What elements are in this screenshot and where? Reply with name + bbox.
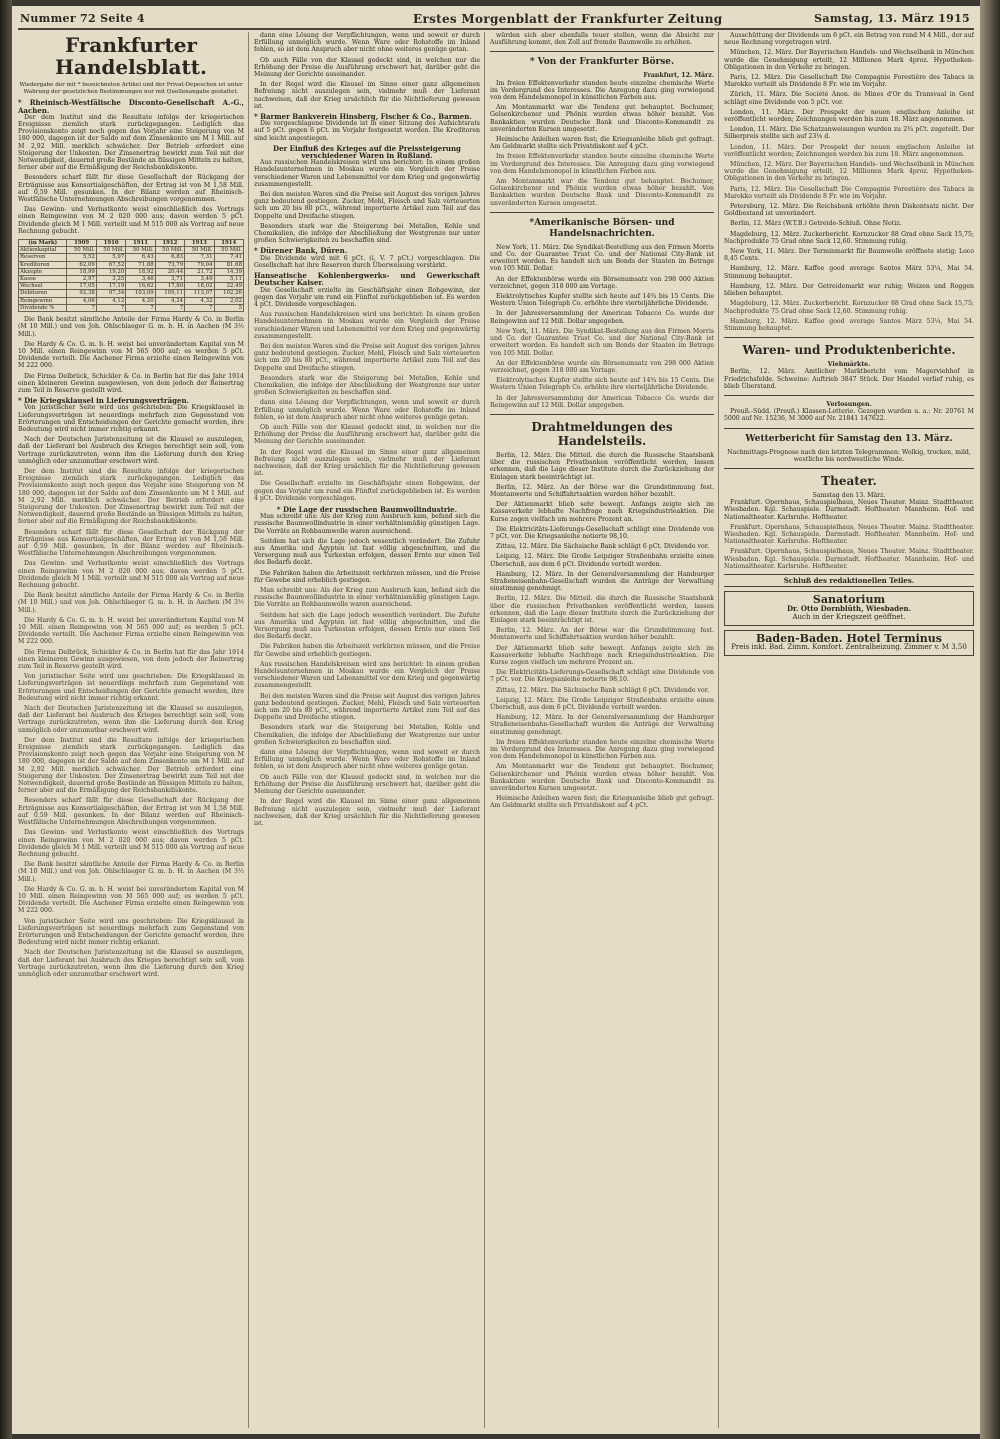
section-divider [724, 337, 974, 338]
issue-number: Nummer 72 Seite 4 [20, 12, 145, 25]
table-row [19, 297, 244, 304]
article-paragraph: New York, 11. März. Die Syndikat-Bestellung aus den Firmen Morris und Co. der Guarantee Trust Co. und der National City-Bank ist erweitert worden. Es handelt sich um Bonds der Staaten im Betrage von 105 Mill. Dollar. [490, 243, 714, 273]
article-paragraph: Im freien Effektenverkehr standen heute einzelne chemische Werte im Vordergrund des Interesses. Die Anregung dazu ging vorwiegend von dem Handelsmonopol in künstlichen Farben aus. [490, 79, 714, 102]
table-row [19, 254, 244, 261]
article-paragraph: New York, 11. März. Die Syndikat-Bestellung aus den Firmen Morris und Co. der Guarantee Trust Co. und der National City-Bank ist erweitert worden. Es handelt sich um Bonds der Staaten im Betrage von 105 Mill. Dollar. [490, 327, 714, 357]
balance-table [18, 239, 244, 312]
table-cell: 7 [126, 304, 155, 311]
newspaper-page [12, 6, 980, 1434]
ad-title: Baden-Baden. Hotel Terminus [756, 632, 942, 646]
article-paragraph: Die Firma Delbrück, Schickler & Co. in Berlin hat für das Jahr 1914 einen kleineren Gewinn ausgewiesen, von dem jedoch der Reinertrag zum Teil in Reserve gestellt wird. [18, 648, 244, 671]
article-paragraph: Die Bank besitzt sämtliche Anteile der Firma Hardy & Co. in Berlin (M 10 Mill.) und von Joh. Ohlschlaeger G. m. b. H. in Aachen (M 3½ Mill.). [18, 592, 244, 614]
article-paragraph: Besonders scharf fällt für diese Gesellschaft der Rückgang der Erträgnisse aus Konsortialgeschäften, der Ertrag ist von M 1,58 Mill. auf 0,59 Mill. gesunken. In der Bilanz werden auf Rheinisch-Westfälische Unternehmungen Abschreibungen vorgenommen. [18, 528, 244, 558]
article-heading: * Dürener Bank, Düren. [254, 246, 348, 256]
article-paragraph: Ausschüttung der Dividende um 6 pCt. ein Betrag von rund M 4 Mill., der auf neue Rechnung vorgetragen wird. [724, 32, 974, 47]
section-title: Frankfurter Handelsblatt. [55, 33, 207, 79]
article-paragraph: dann eine Lösung der Verpflichtungen, wenn und soweit er durch Erfüllung unmöglich wurde. Wenn Ware oder Rohstoffe im Inland fehlen, so ist dem Anspruch aber nicht ohne weiteres genüge getan. [254, 399, 480, 421]
section-divider [490, 414, 714, 415]
masthead [18, 8, 974, 30]
article-heading: * Rheinisch-Westfälische Disconto-Gesellschaft A.-G., Aachen. [18, 98, 244, 115]
ad-subtext: Auch in der Kriegszeit geöffnet. [792, 613, 906, 622]
column-rule [248, 32, 249, 1428]
news-item: London, 11. März. Der Prospekt der neuen englischen Anleihe ist veröffentlicht worden; Zeichnungen werden bis zum 18. März angenommen. [724, 143, 974, 158]
article-paragraph: Berlin, 12. März. Amtlicher Marktbericht vom Magerviehhof in Friedrichsfelde. Schweine: Auftrieb 3847 Stück. Der Handel verlief ruhig, es blieb Überstand. [724, 368, 974, 390]
table-cell: 109,11 [155, 290, 184, 297]
article-paragraph: Die Hardy & Co. G. m. b. H. weist bei unverändertem Kapital von M 10 Mill. einen Reingewinn von M 565 000 auf; es werden 5 pCt. Dividende verteilt. Die Aachener Firma erzielte einen Reingewinn von M 222 000. [18, 616, 244, 646]
table-header-row [19, 240, 244, 247]
article-paragraph: In der Jahresversammlung der American Tobacco Co. wurde der Reingewinn auf 12 Mill. Dollar angegeben. [490, 310, 714, 325]
book-binding [0, 0, 12, 1439]
theater-listing: Frankfurt. Opernhaus, Schauspielhaus, Neues Theater. Mainz. Stadttheater. Wiesbaden. Kgl. Schauspiele. Darmstadt. Hoftheater. Mannheim. Hof- und Nationaltheater. Karlsruhe. Hoftheater. [724, 548, 974, 570]
article-paragraph: Bei den meisten Waren sind die Preise seit August des vorigen Jahres ganz bedeutend gestiegen. Zucker, Mehl, Fleisch und Salz verteuerten sich um 20 bis 80 pCt., während importierte Artikel zum Teil auf das Doppelte und Dreifache stiegen. [254, 692, 480, 722]
article-paragraph: Das Gewinn- und Verlustkonto weist einschließlich des Vortrags einen Reingewinn von M 2 020 000 aus; davon werden 5 pCt. Dividende gleich M 1 Mill. verteilt und M 515 000 als Vortrag auf neue Rechnung gebucht. [18, 560, 244, 589]
table-cell: 14,39 [214, 268, 243, 275]
table-row [19, 247, 244, 254]
table-cell: 79,04 [185, 261, 214, 268]
article-paragraph: Nach der Deutschen Juristenzeitung ist die Klausel so auszulegen, daß der Lieferant bei Ausbruch des Krieges berechtigt sein soll, vom Vertrage zurückzutreten, wenn ihm die Lieferung durch den Krieg unmöglich oder unzumutbar erschwert wird. [18, 436, 244, 465]
table-cell: 3,71 [155, 276, 184, 283]
article-paragraph: Heimische Anleihen waren fest; die Kriegsanleihe blieb gut gefragt. Am Geldmarkt stellte sich Privatdiskont auf 4 pCt. [490, 795, 714, 810]
article-paragraph: Am Montanmarkt war die Tendenz gut behauptet. Bochumer, Gelsenkirchener und Phönix wurden etwas höher bezahlt. Von Bankaktien wurden Deutsche Bank und Disconto-Kommandit zu unveränderten Kursen umgesetzt. [490, 763, 714, 793]
article-paragraph: Leipzig, 12. März. Die Große Leipziger Straßenbahn erzielte einen Überschuß, aus dem 6 pCt. Dividende verteilt werden. [490, 696, 714, 712]
table-cell: 5,97 [96, 254, 125, 261]
article-paragraph: Die Bank besitzt sämtliche Anteile der Firma Hardy & Co. in Berlin (M 10 Mill.) und von Joh. Ohlschlaeger G. m. b. H. in Aachen (M 3½ Mill.). [18, 316, 244, 338]
article-paragraph: In der Regel wird die Klausel im Sinne einer ganz allgemeinen Befreiung nicht auszulegen sein, vielmehr muß der Lieferant nachweisen, daß der Krieg ursächlich für die Nichtlieferung gewesen ist. [254, 448, 480, 478]
article-paragraph: Besonders stark war die Steigerung bei Metallen, Kohle und Chemikalien, die infolge der Abschließung der Westgrenze nur unter großen Schwierigkeiten zu beschaffen sind. [254, 222, 480, 245]
weather-title: Wetterbericht für Samstag den 13. März. [745, 433, 953, 444]
article-paragraph: Preuß.-Südd. (Preuß.) Klassen-Lotterie. Gezogen wurden u. a.: Nr. 20761 M 5000 auf Nr. 15236, M 3000 auf Nr. 21841 147622. [724, 408, 974, 423]
advertisement-hotel [724, 630, 974, 656]
table-cell: Akzepte [19, 268, 67, 275]
article-paragraph: Aus russischen Handelskreisen wird uns berichtet: In einem großen Handelsunternehmen in Moskau wurde ein Vergleich der Preise verschiedener Waren und Lebensmittel vor dem Krieg und gegenwärtig zusammengestellt. [254, 660, 480, 690]
table-cell: 50 Mill. [67, 247, 96, 254]
table-cell: 50 Mill. [214, 247, 243, 254]
table-cell: 73,79 [155, 261, 184, 268]
table-header-cell: 1914 [214, 240, 243, 247]
theater-listing: Frankfurt. Opernhaus, Schauspielhaus, Neues Theater. Mainz. Stadttheater. Wiesbaden. Kgl. Schauspiele. Darmstadt. Hoftheater. Mannheim. Hof- und Nationaltheater. Karlsruhe. Hoftheater. [724, 499, 974, 521]
table-cell: 19,20 [96, 268, 125, 275]
column-4 [724, 32, 974, 1428]
article-paragraph: Im freien Effektenverkehr standen heute einzelne chemische Werte im Vordergrund des Interesses. Die Anregung dazu ging vorwiegend von dem Handelsmonopol in künstlichen Farben aus. [490, 738, 714, 761]
article-paragraph: Ob auch Fälle von der Klausel gedeckt sind, in welchen nur die Erhöhung der Preise die Ausführung erschwert hat, darüber geht die Meinung der Gerichte auseinander. [254, 773, 480, 796]
section-divider [490, 212, 714, 213]
table-row [19, 268, 244, 275]
issue-date: Samstag, 13. März 1915 [814, 12, 970, 25]
article-paragraph: Aus russischen Handelskreisen wird uns berichtet: In einem großen Handelsunternehmen in Moskau wurde ein Vergleich der Preise verschiedener Waren und Lebensmittel vor dem Krieg und gegenwärtig zusammengestellt. [254, 311, 480, 340]
table-cell: Wechsel [19, 283, 67, 290]
article-paragraph: Heimische Anleihen waren fest; die Kriegsanleihe blieb gut gefragt. Am Geldmarkt stellte sich Privatdiskont auf 4 pCt. [490, 136, 714, 151]
table-cell: 92,38 [67, 290, 96, 297]
table-cell: 4,24 [155, 297, 184, 304]
table-cell: 97,34 [96, 290, 125, 297]
table-cell: 7,41 [214, 254, 243, 261]
theater-listing: Frankfurt. Opernhaus, Schauspielhaus, Neues Theater. Mainz. Stadttheater. Wiesbaden. Kgl. Schauspiele. Darmstadt. Hoftheater. Mannheim. Hof- und Nationaltheater. Karlsruhe. Hoftheater. [724, 523, 974, 546]
column-rule [718, 32, 719, 1428]
news-item: Paris, 12. März. Die Gesellschaft Die Compagnie Forestière des Tabacs in Marokko verteilt als Dividende 8 Fr. wie im Vorjahr. [724, 185, 974, 200]
article-paragraph: Bei den meisten Waren sind die Preise seit August des vorigen Jahres ganz bedeutend gestiegen. Zucker, Mehl, Fleisch und Salz verteuerten sich um 20 bis 80 pCt., während importierte Artikel zum Teil auf das Doppelte und Dreifache stiegen. [254, 191, 480, 220]
table-cell: 18,99 [67, 268, 96, 275]
article-paragraph: Besonders stark war die Steigerung bei Metallen, Kohle und Chemikalien, die infolge der Abschließung der Westgrenze nur unter großen Schwierigkeiten zu beschaffen sind. [254, 374, 480, 397]
table-cell: 3,25 [96, 276, 125, 283]
body-text [490, 328, 714, 409]
article-paragraph: Die Hardy & Co. G. m. b. H. weist bei unverändertem Kapital von M 10 Mill. einen Reingewinn von M 565 000 auf; es werden 5 pCt. Dividende verteilt. Die Aachener Firma erzielte einen Reingewinn von M 222 000. [18, 885, 244, 915]
article-paragraph: In der Regel wird die Klausel im Sinne einer ganz allgemeinen Befreiung nicht auszulegen sein, vielmehr muß der Lieferant nachweisen, daß der Krieg ursächlich für die Nichtlieferung gewesen ist. [254, 798, 480, 827]
table-cell: Debitoren [19, 290, 67, 297]
article-paragraph: An der Effektenbörse wurde ein Börsenumsatz von 298 000 Aktien verzeichnet, gegen 318 000 am Vortage. [490, 275, 714, 290]
article-paragraph: Das Gewinn- und Verlustkonto weist einschließlich des Vortrags einen Reingewinn von M 2 020 000 aus; davon werden 5 pCt. Dividende gleich M 1 Mill. verteilt und M 515 000 als Vortrag auf neue Rechnung gebucht. [18, 829, 244, 858]
table-cell: 102,26 [214, 290, 243, 297]
table-cell: 7,31 [185, 254, 214, 261]
table-cell: Dividende % [19, 304, 67, 311]
news-item: London, 11. März. Der Prospekt der neuen englischen Anleihe ist veröffentlicht worden; Zeichnungen werden bis zum 18. März angenommen. [724, 108, 974, 124]
table-cell: 67,52 [96, 261, 125, 268]
article-paragraph: Man schreibt uns: Als der Krieg zum Ausbruch kam, befand sich die russische Baumwollindustrie in einer verhältnismäßig günstigen Lage. Die Vorräte an Rohbaumwolle waren ausreichend. [254, 513, 480, 535]
column-2 [254, 32, 480, 1428]
table-cell: 18,92 [126, 268, 155, 275]
table-cell: 17,19 [96, 283, 125, 290]
article-paragraph: Seitdem hat sich die Lage jedoch wesentlich verändert. Die Zufuhr aus Amerika und Ägypten ist fast völlig abgeschnitten, und die Versorgung muß aus Turkestan erfolgen, dessen Ernte nur einen Teil des Bedarfs deckt. [254, 611, 480, 641]
article-paragraph: Der dem Institut sind die Resultate infolge der kriegerischen Ereignisse ziemlich stark zurückgegangen. Lediglich das Provisionskonto zeigt noch gegen das Vorjahr eine Steigerung von M 180 000, dagegen ist der Saldo auf dem Zinsenkonto um M 1 Mill. auf M 2,92 Mill. merklich schwächer. Der Betrieb erfordert eine Steigerung der Unkosten. Der Zinsenertrag bewirkt zum Teil mit der Notwendigkeit, dauernd große Bestände an flüssigen Mitteln zu halten, ferner aber auf die Ermäßigung der Reichsbankdiskonte. [18, 736, 244, 795]
news-item: München, 12. März. Der Bayerischen Handels- und Wechselbank in München wurde die Genehmigung erteilt, 12 Millionen Mark 4proz. Hypotheken-Obligationen in den Verkehr zu bringen. [724, 161, 974, 183]
subsection-title: Verlosungen. [826, 400, 872, 408]
ad-text: Preis inkl. Bad. Zimm. Komfort. Zentralheizung. Zimmer v. M 3,50 [731, 643, 967, 652]
article-heading: Der Einfluß des Krieges auf die Preissteigerung verschiedener Waren in Rußland. [273, 143, 461, 161]
article-paragraph: Bei den meisten Waren sind die Preise seit August des vorigen Jahres ganz bedeutend gestiegen. Zucker, Mehl, Fleisch und Salz verteuerten sich um 20 bis 80 pCt., während importierte Artikel zum Teil auf das Doppelte und Dreifache stiegen. [254, 342, 480, 372]
article-paragraph: Hamburg, 12. März. In der Generalversammlung der Hamburger Straßeneisenbahn-Gesellschaft wurden die Anträge der Verwaltung einstimmig genehmigt. [490, 570, 714, 593]
column-3 [490, 32, 714, 1428]
end-of-editorial: Schluß des redaktionellen Teiles. [724, 574, 974, 587]
table-header-cell: 1911 [126, 240, 155, 247]
article-paragraph: Berlin, 12. März. An der Börse war die Grundstimmung fest. Montanwerte und Schiffahrtsaktien wurden höher bezahlt. [490, 627, 714, 642]
section-title: *Amerikanische Börsen- und Handelsnachrichten. [529, 217, 675, 239]
news-item: Hamburg, 12. März. Kaffee good average Santos März 53¼, Mai 54. Stimmung behauptet. [724, 317, 974, 332]
article-paragraph: Elektrolytisches Kupfer stellte sich heute auf 14¾ bis 15 Cents. Die Western Union Telegraph Co. erhöhte ihre vierteljährliche Dividende. [490, 293, 714, 308]
table-cell: Aktienkapital [19, 247, 67, 254]
article-paragraph: Leipzig, 12. März. Die Große Leipziger Straßenbahn erzielte einen Überschuß, aus dem 6 pCt. Dividende verteilt werden. [490, 553, 714, 568]
table-row [19, 261, 244, 268]
subsection-title: Viehmärkte. [827, 361, 871, 369]
article-paragraph: Elektrolytisches Kupfer stellte sich heute auf 14¾ bis 15 Cents. Die Western Union Telegraph Co. erhöhte ihre vierteljährliche Dividende. [490, 377, 714, 392]
news-item: Paris, 12. März. Die Gesellschaft Die Compagnie Forestière des Tabacs in Marokko verteilt als Dividende 8 Fr. wie im Vorjahr. [724, 74, 974, 89]
article-paragraph: Besonders scharf fällt für diese Gesellschaft der Rückgang der Erträgnisse aus Konsortialgeschäften, der Ertrag ist von M 1,58 Mill. auf 0,59 Mill. gesunken. In der Bilanz werden auf Rheinisch-Westfälische Unternehmungen Abschreibungen vorgenommen. [18, 797, 244, 827]
article-heading: * Die Kriegsklausel in Lieferungsverträgen. [18, 396, 189, 406]
table-cell: 50 Mill. [185, 247, 214, 254]
table-cell: 4,12 [96, 297, 125, 304]
table-cell: 50 Mill. [155, 247, 184, 254]
table-cell: 50 Mill. [96, 247, 125, 254]
article-paragraph: Die Firma Delbrück, Schickler & Co. in Berlin hat für das Jahr 1914 einen kleineren Gewinn ausgewiesen, von dem jedoch der Reinertrag zum Teil in Reserve gestellt wird. [18, 372, 244, 394]
table-cell: 81,68 [214, 261, 243, 268]
table-cell: 103,09 [126, 290, 155, 297]
article-paragraph: dann eine Lösung der Verpflichtungen, wenn und soweit er durch Erfüllung unmöglich wurde. Wenn Ware oder Rohstoffe im Inland fehlen, so ist dem Anspruch aber nicht ohne weiteres genüge getan. [254, 32, 480, 54]
article-paragraph: Besonders stark war die Steigerung bei Metallen, Kohle und Chemikalien, die infolge der Abschließung der Westgrenze nur unter großen Schwierigkeiten zu beschaffen sind. [254, 724, 480, 746]
article-paragraph: Von juristischer Seite wird uns geschrieben: Die Kriegsklausel in Lieferungsverträgen ist neuerdings mehrfach zum Gegenstand von Erörterungen und Entscheidungen der Gerichte gemacht worden, ihre Bedeutung wird nicht immer richtig erkannt. [18, 673, 244, 702]
article-paragraph: Die Dividende wird mit 6 pCt. (i. V. 7 pCt.) vorgeschlagen. Die Gesellschaft hat ihre Reserven durch Überweisung verstärkt. [254, 254, 480, 269]
table-cell: 5,52 [67, 254, 96, 261]
table-row [19, 304, 244, 311]
article-paragraph: Am Montanmarkt war die Tendenz gut behauptet. Bochumer, Gelsenkirchener und Phönix wurden etwas höher bezahlt. Von Bankaktien wurden Deutsche Bank und Disconto-Kommandit zu unveränderten Kursen umgesetzt. [490, 178, 714, 207]
column-1 [18, 32, 244, 1428]
section-title: Waren- und Produktenberichte. [742, 343, 956, 358]
body-text [18, 468, 244, 978]
news-item: New York, 11. März. Der Terminmarkt für Baumwolle eröffnete stetig; Loco 8,45 Cents. [724, 248, 974, 263]
article-paragraph: Der Aktienmarkt blieb sehr bewegt. Anfangs zeigte sich im Kassaverkehr lebhafte Nachfrage nach Kriegsindustrieaktien. Die Kurse zogen vielfach um mehrere Prozent an. [490, 501, 714, 523]
table-cell: 2,02 [214, 297, 243, 304]
section-title: Drahtmeldungen des Handelsteils. [531, 419, 673, 448]
article-paragraph: Die Gesellschaft erzielte im Geschäftsjahr einen Rohgewinn, der gegen das Vorjahr um rund ein Fünftel zurückgeblieben ist. Es werden 4 pCt. Dividende vorgeschlagen. [254, 286, 480, 308]
table-cell: 4,32 [185, 297, 214, 304]
article-heading: Hanseatische Kohlenbergwerks- und Gewerkschaft Deutscher Kaiser. [254, 271, 480, 288]
news-item: Hamburg, 12. März. Der Getreidemarkt war ruhig; Weizen und Roggen blieben behauptet. [724, 282, 974, 298]
table-header-cell: 1910 [96, 240, 125, 247]
table-cell: 62,09 [67, 261, 96, 268]
table-cell: 2,97 [67, 276, 96, 283]
section-divider [490, 51, 714, 52]
table-cell: 7 [67, 304, 96, 311]
article-paragraph: Die Fabriken haben die Arbeitszeit verkürzen müssen, und die Preise für Gewebe sind erheblich gestiegen. [254, 643, 480, 658]
masthead-title: Erstes Morgenblatt der Frankfurter Zeitung [413, 12, 723, 26]
table-cell: 5,11 [214, 276, 243, 283]
article-paragraph: Besonders scharf fällt für diese Gesellschaft der Rückgang der Erträgnisse aus Konsortialgeschäften, der Ertrag ist von M 1,58 Mill. auf 0,59 Mill. gesunken. In der Bilanz werden auf Rheinisch-Westfälische Unternehmungen Abschreibungen vorgenommen. [18, 174, 244, 204]
table-row [19, 290, 244, 297]
article-paragraph: Im freien Effektenverkehr standen heute einzelne chemische Werte im Vordergrund des Interesses. Die Anregung dazu ging vorwiegend von dem Handelsmonopol in künstlichen Farben aus. [490, 153, 714, 175]
reprint-notice: Wiedergabe der mit * bezeichneten Artikel und der Privat-Depeschen ist unter Wahrung der gesetzlichen Bestimmungen nur mit Quellenangabe gestattet. [19, 82, 243, 96]
body-text [724, 524, 974, 570]
body-text [254, 311, 480, 502]
article-paragraph: Berlin, 12. März. Die Mitteil. die durch die Russische Staatsbank über die russischen Privatbanken veröffentlicht werden, lassen erkennen, daß die Lage dieser Institute durch die Zurückziehung der Einlagen stark beeinträchtigt ist. [490, 451, 714, 481]
news-item: Zürich, 11. März. Die Société Anon. de Mines d'Or du Transvaal in Genf schlägt eine Dividende von 5 pCt. vor. [724, 91, 974, 106]
news-item: London, 11. März. Die Schatzanweisungen wurden zu 2¾ pCt. zugeteilt. Der Silberpreis stellte sich auf 23⅛ d. [724, 126, 974, 141]
article-paragraph: Nach der Deutschen Juristenzeitung ist die Klausel so auszulegen, daß der Lieferant bei Ausbruch des Krieges berechtigt sein soll, vom Vertrage zurückzutreten, wenn ihm die Lieferung durch den Krieg unmöglich oder unzumutbar erschwert wird. [18, 949, 244, 978]
section-divider [724, 428, 974, 429]
article-heading: * Die Lage der russischen Baumwollindustrie. [276, 504, 458, 514]
body-text [724, 300, 974, 332]
table-cell: 17,80 [155, 283, 184, 290]
weather-text: Nachmittags-Prognose nach den letzten Telegrammen: Wolkig, trocken, mild, westliche bis nordwestliche Winde. [727, 448, 971, 463]
article-paragraph: Die Fabriken haben die Arbeitszeit verkürzen müssen, und die Preise für Gewebe sind erheblich gestiegen. [254, 569, 480, 584]
article-paragraph: Von juristischer Seite wird uns geschrieben: Die Kriegsklausel in Lieferungsverträgen ist neuerdings mehrfach zum Gegenstand von Erörterungen und Entscheidungen der Gerichte gemacht worden, ihre Bedeutung wird nicht immer richtig erkannt. [18, 917, 244, 947]
body-text [254, 587, 480, 827]
table-cell: 4,20 [126, 297, 155, 304]
table-header-cell: 1909 [67, 240, 96, 247]
article-paragraph: Seitdem hat sich die Lage jedoch wesentlich verändert. Die Zufuhr aus Amerika und Ägypten ist fast völlig abgeschnitten, und die Versorgung muß aus Turkestan erfolgen, dessen Ernte nur einen Teil des Bedarfs deckt. [254, 537, 480, 567]
table-header-cell: (in Mark) [19, 240, 67, 247]
table-header-cell: 1913 [185, 240, 214, 247]
ad-title: Sanatorium [812, 593, 886, 607]
article-paragraph: Berlin, 12. März. Die Mitteil. die durch die Russische Staatsbank über die russischen Privatbanken veröffentlicht werden, lassen erkennen, daß die Lage dieser Institute durch die Zurückziehung der Einlagen stark beeinträchtigt ist. [490, 595, 714, 624]
body-text [490, 153, 714, 206]
section-divider [724, 395, 974, 396]
article-paragraph: Man schreibt uns: Als der Krieg zum Ausbruch kam, befand sich die russische Baumwollindustrie in einer verhältnismäßig günstigen Lage. Die Vorräte an Rohbaumwolle waren ausreichend. [254, 587, 480, 609]
article-paragraph: Die vorgeschlagene Dividende ist in einer Sitzung des Aufsichtsrats auf 5 pCt. gegen 6 pCt. im Vorjahr festgesetzt worden. Die Kreditoren sind leicht angestiegen. [254, 120, 480, 142]
table-cell: 7 [96, 304, 125, 311]
article-paragraph: Nach der Deutschen Juristenzeitung ist die Klausel so auszulegen, daß der Lieferant bei Ausbruch des Krieges berechtigt sein soll, vom Vertrage zurückzutreten, wenn ihm die Lieferung durch den Krieg unmöglich oder unzumutbar erschwert wird. [18, 705, 244, 734]
advertisement-sanatorium [724, 591, 974, 626]
article-paragraph: Die Elektricitäts-Lieferungs-Gesellschaft schlägt eine Dividende von 7 pCt. vor. Die Kriegsanleihe notierte 98,10. [490, 669, 714, 684]
news-item: Berlin, 12. März (W.T.B.) Getreide-Schluß. Ohne Notiz. [730, 220, 902, 228]
article-paragraph: Die Gesellschaft erzielte im Geschäftsjahr einen Rohgewinn, der gegen das Vorjahr um rund ein Fünftel zurückgeblieben ist. Es werden 4 pCt. Dividende vorgeschlagen. [254, 480, 480, 502]
table-cell: 20,44 [155, 268, 184, 275]
table-cell: 6,43 [126, 254, 155, 261]
article-paragraph: Berlin, 12. März. An der Börse war die Grundstimmung fest. Montanwerte und Schiffahrtsaktien wurden höher bezahlt. [490, 483, 714, 498]
column-rule [484, 32, 485, 1428]
table-row [19, 283, 244, 290]
table-cell: Kreditoren [19, 261, 67, 268]
article-paragraph: Am Montanmarkt war die Tendenz gut behauptet. Bochumer, Gelsenkirchener und Phönix wurden etwas höher bezahlt. Von Bankaktien wurden Deutsche Bank und Disconto-Kommandit zu unveränderten Kursen umgesetzt. [490, 104, 714, 133]
article-paragraph: Der dem Institut sind die Resultate infolge der kriegerischen Ereignisse ziemlich stark zurückgegangen. Lediglich das Provisionskonto zeigt noch gegen das Vorjahr eine Steigerung von M 180 000, dagegen ist der Saldo auf dem Zinsenkonto um M 1 Mill. auf M 2,92 Mill. merklich schwächer. Der Betrieb erfordert eine Steigerung der Unkosten. Der Zinsenertrag bewirkt zum Teil mit der Notwendigkeit, dauernd große Bestände an flüssigen Mitteln zu halten, ferner aber auf die Ermäßigung der Reichsbankdiskonte. [18, 113, 244, 172]
article-paragraph: Die Bank besitzt sämtliche Anteile der Firma Hardy & Co. in Berlin (M 10 Mill.) und von Joh. Ohlschlaeger G. m. b. H. in Aachen (M 3½ Mill.). [18, 861, 244, 883]
article-heading: * Barmer Bankverein Hinsberg, Fischer & Co., Barmen. [254, 112, 472, 122]
ad-text: Dr. Otto Dornblüth, Wiesbaden. [786, 604, 912, 614]
table-cell: 71,88 [126, 261, 155, 268]
table-cell: Reingewinn [19, 297, 67, 304]
article-paragraph: Aus russischen Handelskreisen wird uns berichtet: In einem großen Handelsunternehmen in Moskau wurde ein Vergleich der Preise verschiedener Waren und Lebensmittel vor dem Krieg und gegenwärtig zusammengestellt. [254, 159, 480, 188]
table-cell: 16,62 [126, 283, 155, 290]
table-cell: 4,06 [67, 297, 96, 304]
table-cell: 50 Mill. [126, 247, 155, 254]
article-paragraph: Zittau, 12. März. Die Sächsische Bank schlägt 6 pCt. Dividende vor. [496, 686, 709, 694]
table-cell: 7 [155, 304, 184, 311]
news-item: Magdeburg, 12. März. Zuckerbericht. Kornzucker 88 Grad ohne Sack 15,75; Nachprodukte 75 Grad ohne Sack 12,60. Stimmung ruhig. [724, 230, 974, 245]
article-paragraph: würden sich aber ebenfalls teuer stellen, wenn die Absicht zur Ausführung kommt, den Zoll auf fremde Baumwolle zu erhöhen. [490, 32, 714, 47]
body-text [724, 144, 974, 200]
news-item: Hamburg, 12. März. Kaffee good average Santos März 53¼, Mai 54. Stimmung behauptet. [724, 265, 974, 280]
news-item: Magdeburg, 12. März. Zuckerbericht. Kornzucker 88 Grad ohne Sack 15,75; Nachprodukte 75 Grad ohne Sack 12,60. Stimmung ruhig. [724, 300, 974, 315]
section-title: * Von der Frankfurter Börse. [529, 57, 675, 68]
article-paragraph: An der Effektenbörse wurde ein Börsenumsatz von 298 000 Aktien verzeichnet, gegen 318 000 am Vortage. [490, 359, 714, 374]
dateline: Frankfurt, 12. März. [643, 72, 714, 80]
article-paragraph: Ob auch Fälle von der Klausel gedeckt sind, in welchen nur die Erhöhung der Preise die Ausführung erschwert hat, darüber geht die Meinung der Gerichte auseinander. [254, 56, 480, 79]
article-paragraph: dann eine Lösung der Verpflichtungen, wenn und soweit er durch Erfüllung unmöglich wurde. Wenn Ware oder Rohstoffe im Inland fehlen, so ist dem Anspruch aber nicht ohne weiteres genüge getan. [254, 749, 480, 771]
article-paragraph: Ob auch Fälle von der Klausel gedeckt sind, in welchen nur die Erhöhung der Preise die Ausführung erschwert hat, darüber geht die Meinung der Gerichte auseinander. [254, 423, 480, 446]
article-paragraph: Der dem Institut sind die Resultate infolge der kriegerischen Ereignisse ziemlich stark zurückgegangen. Lediglich das Provisionskonto zeigt noch gegen das Vorjahr eine Steigerung von M 180 000, dagegen ist der Saldo auf dem Zinsenkonto um M 1 Mill. auf M 2,92 Mill. merklich schwächer. Der Betrieb erfordert eine Steigerung der Unkosten. Der Zinsenertrag bewirkt zum Teil mit der Notwendigkeit, dauernd große Bestände an flüssigen Mitteln zu halten, ferner aber auf die Ermäßigung der Reichsbankdiskonte. [18, 467, 244, 526]
article-paragraph: In der Jahresversammlung der American Tobacco Co. wurde der Reingewinn auf 12 Mill. Dollar angegeben. [490, 394, 714, 409]
table-cell: 21,72 [185, 268, 214, 275]
article-paragraph: Hamburg, 12. März. In der Generalversammlung der Hamburger Straßeneisenbahn-Gesellschaft wurden die Anträge der Verwaltung einstimmig genehmigt. [490, 714, 714, 736]
table-cell: Reserven [19, 254, 67, 261]
news-item: München, 12. März. Der Bayerischen Handels- und Wechselbank in München wurde die Genehmigung erteilt, 12 Millionen Mark 4proz. Hypotheken-Obligationen in den Verkehr zu bringen. [724, 49, 974, 71]
page-edge [980, 0, 1000, 1439]
table-cell: 22,49 [214, 283, 243, 290]
news-item: Petersburg, 12. März. Die Reichsbank erhöhte ihren Diskontsatz nicht. Der Goldbestand ist unverändert. [724, 203, 974, 218]
table-row [19, 276, 244, 283]
article-paragraph: In der Regel wird die Klausel im Sinne einer ganz allgemeinen Befreiung nicht auszulegen sein, vielmehr muß der Lieferant nachweisen, daß der Krieg ursächlich für die Nichtlieferung gewesen ist. [254, 81, 480, 110]
table-cell: 17,05 [67, 283, 96, 290]
table-cell: 6,83 [155, 254, 184, 261]
table-cell: 7 [185, 304, 214, 311]
article-paragraph: Von juristischer Seite wird uns geschrieben: Die Kriegsklausel in Lieferungsverträgen ist neuerdings mehrfach zum Gegenstand von Erörterungen und Entscheidungen der Gerichte gemacht worden, ihre Bedeutung wird nicht immer richtig erkannt. [18, 404, 244, 433]
theater-date: Samstag den 13. März. [812, 491, 886, 499]
table-cell: 18,02 [185, 283, 214, 290]
article-paragraph: Zittau, 12. März. Die Sächsische Bank schlägt 6 pCt. Dividende vor. [496, 543, 709, 551]
table-header-cell: 1912 [155, 240, 184, 247]
article-paragraph: Der Aktienmarkt blieb sehr bewegt. Anfangs zeigte sich im Kassaverkehr lebhafte Nachfrage nach Kriegsindustrieaktien. Die Kurse zogen vielfach um mehrere Prozent an. [490, 644, 714, 666]
table-cell: 5 [214, 304, 243, 311]
article-paragraph: Die Elektricitäts-Lieferungs-Gesellschaft schlägt eine Dividende von 7 pCt. vor. Die Kriegsanleihe notierte 98,10. [490, 525, 714, 540]
section-divider [724, 468, 974, 469]
theater-title: Theater. [821, 473, 877, 488]
article-paragraph: Das Gewinn- und Verlustkonto weist einschließlich des Vortrags einen Reingewinn von M 2 020 000 aus; davon werden 5 pCt. Dividende gleich M 1 Mill. verteilt und M 515 000 als Vortrag auf neue Rechnung gebucht. [18, 206, 244, 235]
table-cell: 3,46 [126, 276, 155, 283]
body-text [490, 595, 714, 809]
table-cell: 3,49 [185, 276, 214, 283]
table-cell: Kasse [19, 276, 67, 283]
table-cell: 113,07 [185, 290, 214, 297]
article-paragraph: Die Hardy & Co. G. m. b. H. weist bei unverändertem Kapital von M 10 Mill. einen Reingewinn von M 565 000 auf; es werden 5 pCt. Dividende verteilt. Die Aachener Firma erzielte einen Reingewinn von M 222 000. [18, 340, 244, 370]
